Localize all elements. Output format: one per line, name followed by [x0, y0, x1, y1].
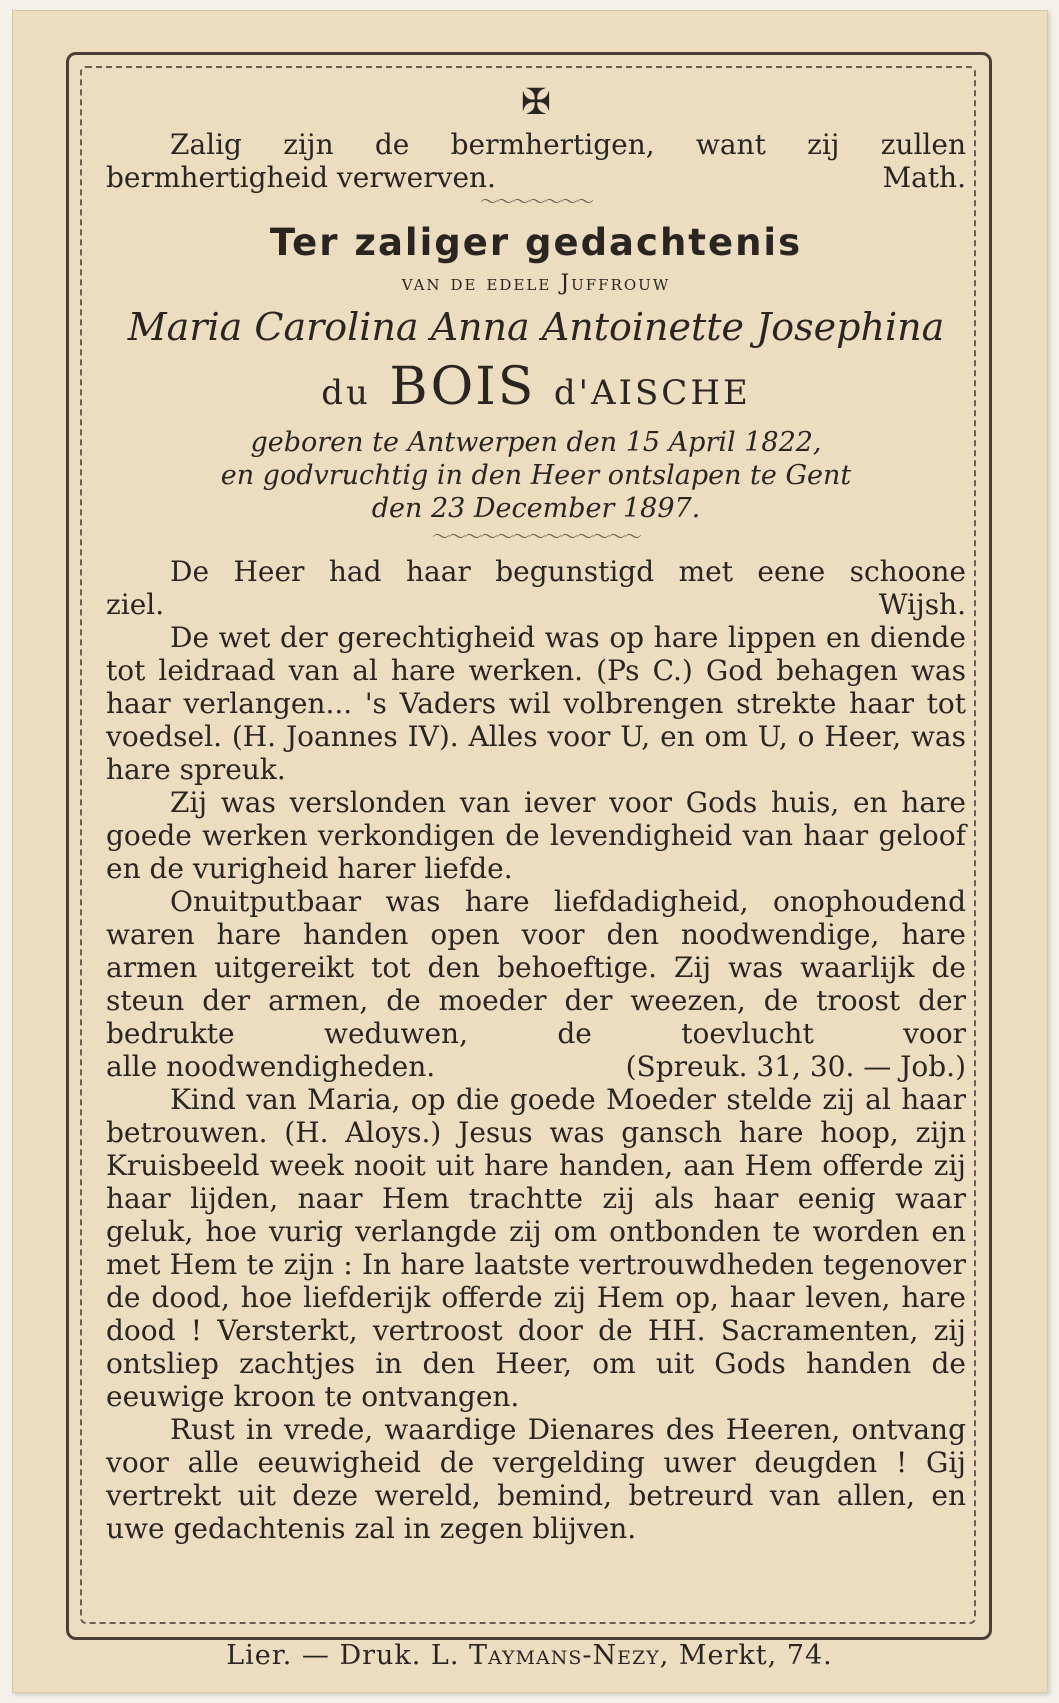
deceased-surname: du BOIS d'AISCHE — [321, 357, 751, 417]
quote-reference: Math. — [882, 161, 966, 194]
paragraph-2: De wet der gerechtigheid was op hare lippen en diende tot leidraad van al hare werken. (Ps C.) God behagen was haar verlangen... 's Vaders wil volbrengen strekte haar tot voedsel. (H. Joannes IV). Alles voor U, en om U, o Heer, was hare spreuk. — [106, 621, 966, 786]
cross-icon: ✠ — [520, 82, 552, 123]
printer-name: Taymans-Nezy — [469, 1640, 660, 1671]
quote-text-end: bermhertigheid verwerven. — [106, 161, 496, 194]
memorial-subtitle: van de edele Juffrouw — [401, 271, 671, 296]
memorial-title: Ter zaliger gedachtenis — [269, 221, 803, 264]
birth-line-2: en godvruchtig in den Heer ontslapen te Gent — [220, 460, 852, 491]
reference-spreuk: (Spreuk. 31, 30. — Job.) — [625, 1050, 966, 1083]
deceased-given-names: Maria Carolina Anna Antoinette Josephina — [127, 305, 945, 349]
paragraph-3: Zij was verslonden van iever voor Gods huis, en hare goede werken verkondigen de levendigheid van haar geloof en de vurigheid harer liefde. — [106, 786, 966, 885]
opening-quote: Zalig zijn de bermhertigen, want zij zullen bermhertigheid verwerven. Math. — [106, 128, 966, 194]
birth-line-3: den 23 December 1897. — [371, 493, 701, 524]
divider-ornament: 〜〜〜〜〜〜〜 — [480, 192, 592, 213]
printer-imprint: Lier. — Druk. L. Taymans-Nezy, Merkt, 74. — [226, 1640, 833, 1671]
paragraph-5: Kind van Maria, op die goede Moeder stelde zij al haar betrouwen. (H. Aloys.) Jesus was gansch hare hoop, zijn Kruisbeeld week nooit uit hare handen, aan Hem offerde zij haar lijden, naar Hem trachtte zij als haar eenig waar geluk, hoe vurig verlangde zij om ontbonden te worden en met Hem te zijn : In hare laatste vertrouwdheden tegenover de dood, hoe liefderijk offerde zij Hem op, haar leven, hare dood ! Versterkt, vertroost door de HH. Sacramenten, zij ontsliep zachtjes in den Heer, om uit Gods handen de eeuwige kroon te ontvangen. — [106, 1083, 966, 1413]
paragraph-1: De Heer had haar begunstigd met eene schoone ziel. Wijsh. — [106, 555, 966, 621]
card-content — [106, 78, 966, 1545]
birth-line-1: geboren te Antwerpen den 15 April 1822, — [250, 427, 822, 458]
paragraph-6: Rust in vrede, waardige Dienares des Heeren, ontvang voor alle eeuwigheid de vergelding uwer deugden ! Gij vertrekt uit deze wereld, bemind, betreurd van allen, en uwe gedachtenis zal in zegen blijven. — [106, 1413, 966, 1545]
paragraph-4: Onuitputbaar was hare liefdadigheid, onophoudend waren hare handen open voor den noodwendige, hare armen uitgereikt tot den behoeftige. Zij was waarlijk de steun der armen, de moeder der weezen, de troost der bedrukte weduwen, de toevlucht voor alle noodwendigheden. (Spreuk. 31, 30. — Job.) — [106, 885, 966, 1083]
divider-ornament: 〜〜〜〜〜〜〜〜〜〜〜〜〜 — [432, 527, 640, 548]
reference-wijsh: Wijsh. — [878, 588, 966, 621]
